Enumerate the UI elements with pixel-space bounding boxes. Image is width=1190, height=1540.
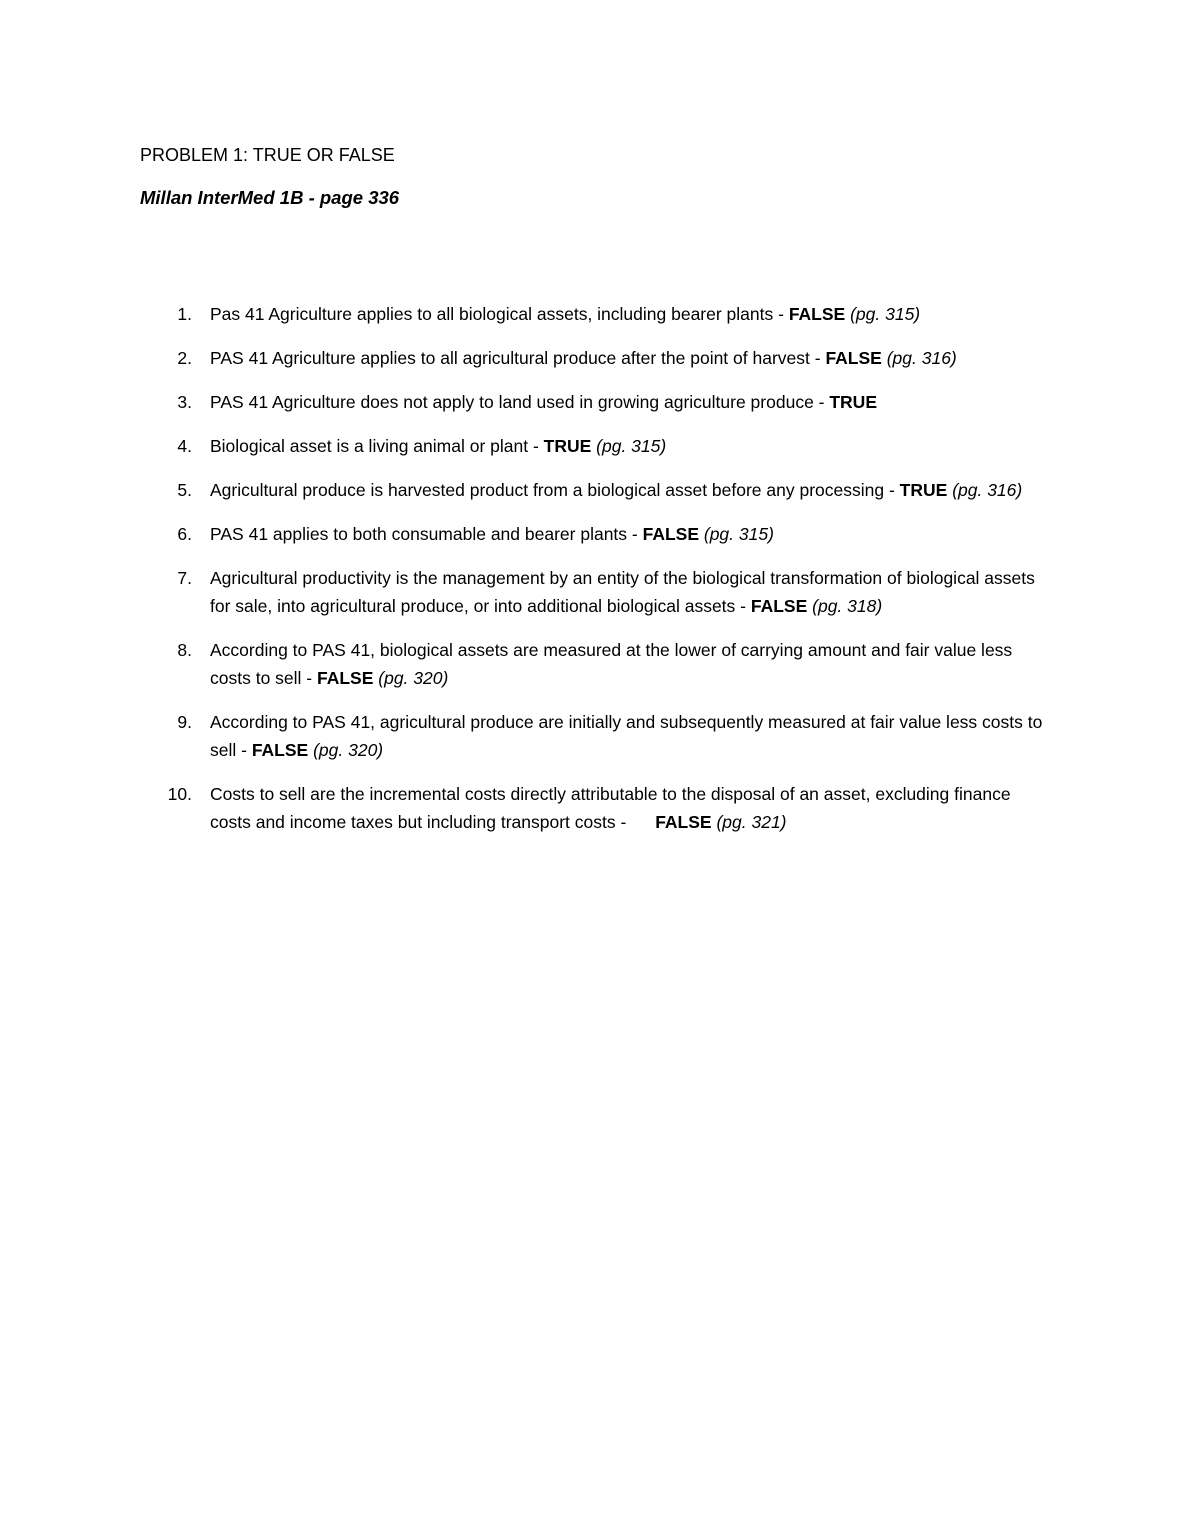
item-number: 7. <box>177 568 192 588</box>
list-item <box>140 388 1050 416</box>
question-text: Agricultural produce is harvested product from a biological asset before any processing - <box>210 480 900 500</box>
question-text: Biological asset is a living animal or plant - <box>210 436 544 456</box>
answer-label: FALSE <box>825 348 882 368</box>
list-item <box>140 300 1050 328</box>
answer-label: FALSE <box>642 524 699 544</box>
page-ref: (pg. 315) <box>703 524 774 544</box>
problem-heading: PROBLEM 1: TRUE OR FALSE <box>140 145 395 165</box>
item-number: 10. <box>167 784 192 804</box>
source-reference: Millan InterMed 1B - page 336 <box>140 187 400 208</box>
page-ref: (pg. 320) <box>378 668 449 688</box>
item-number: 1. <box>177 304 192 324</box>
answer-label: FALSE <box>251 740 309 760</box>
list-item <box>140 432 1050 460</box>
question-text: PAS 41 Agriculture does not apply to land used in growing agriculture produce - <box>210 392 830 412</box>
page-ref: (pg. 320) <box>313 740 384 760</box>
list-item <box>140 476 1050 504</box>
item-number: 4. <box>177 436 192 456</box>
answer-label: FALSE <box>655 812 712 832</box>
list-item <box>140 636 1050 692</box>
answer-label: TRUE <box>899 480 948 500</box>
question-text: PAS 41 Agriculture applies to all agricultural produce after the point of harvest - <box>210 348 826 368</box>
question-text: Pas 41 Agriculture applies to all biological assets, including bearer plants - <box>210 304 789 324</box>
question-text: PAS 41 applies to both consumable and bearer plants - <box>210 524 643 544</box>
question-list <box>140 300 1050 852</box>
question-text: According to PAS 41, agricultural produce are initially and subsequently measured at fair value less costs to sell - <box>210 712 1043 760</box>
item-number: 2. <box>177 348 192 368</box>
page-ref: (pg. 321) <box>716 812 787 832</box>
page-ref: (pg. 315) <box>850 304 921 324</box>
page-ref: (pg. 316) <box>886 348 957 368</box>
answer-label: FALSE <box>750 596 808 616</box>
item-number: 6. <box>177 524 192 544</box>
list-item <box>140 708 1050 764</box>
item-number: 9. <box>177 712 192 732</box>
question-text: According to PAS 41, biological assets are measured at the lower of carrying amount and fair value less costs to sell - <box>210 640 1013 688</box>
page-ref: (pg. 316) <box>952 480 1023 500</box>
list-item <box>140 564 1050 620</box>
item-number: 8. <box>177 640 192 660</box>
question-text: Agricultural productivity is the management by an entity of the biological transformation of biological assets for sale, into agricultural produce, or into additional biological assets - <box>210 568 1035 616</box>
list-item <box>140 520 1050 548</box>
item-number: 5. <box>177 480 192 500</box>
answer-label: FALSE <box>788 304 846 324</box>
answer-label: TRUE <box>543 436 592 456</box>
page-ref: (pg. 315) <box>596 436 667 456</box>
list-item <box>140 344 1050 372</box>
answer-label: TRUE <box>829 392 877 412</box>
answer-label: FALSE <box>316 668 374 688</box>
item-number: 3. <box>177 392 192 412</box>
question-text: Costs to sell are the incremental costs directly attributable to the disposal of an asset, excluding finance costs and income taxes but including transport costs - <box>210 784 1011 832</box>
list-item <box>140 780 1050 836</box>
page-ref: (pg. 318) <box>812 596 883 616</box>
